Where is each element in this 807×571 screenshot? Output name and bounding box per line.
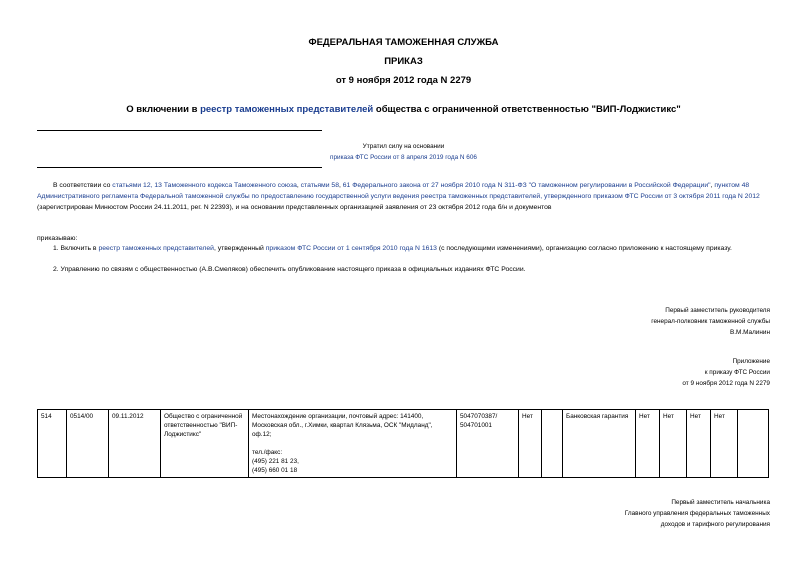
order-1613-link[interactable]: приказом ФТС России от 1 сентября 2010 года N 1613 (265, 245, 437, 252)
repeal-order-link[interactable]: приказа ФТС России от 8 апреля 2019 года N 606 (330, 154, 477, 161)
table-cell-flag-5: Нет (711, 410, 738, 478)
table-row (38, 410, 769, 478)
agency-name: ФЕДЕРАЛЬНАЯ ТАМОЖЕННАЯ СЛУЖБА (308, 37, 499, 48)
repeal-note: Утратил силу на основании (362, 143, 445, 150)
order-item-text: 1. Включить в (53, 245, 99, 252)
address-text: Местонахождение организации, почтовый адрес: 141400, Московская обл., г.Химки, квартал Клязьма, ОСК "Мидланд", оф.12; (252, 413, 433, 438)
preamble-text: (зарегистрирован Минюстом России 24.11.2011, рег. N 22393), и на основании представленных организацией заявления от 23 октября 2012 года б/н и документов (37, 204, 552, 211)
table-cell-date: 09.11.2012 (109, 410, 161, 478)
document-date-number: от 9 ноября 2012 года N 2279 (335, 75, 472, 86)
preamble-paragraph (37, 180, 768, 213)
federal-law-link[interactable]: 61 Федерального закона от 27 ноября 2010 года N 311-ФЗ "О таможенном регулировании в Российской Федерации" (342, 182, 711, 189)
order-item-text: (с последующими изменениями), организацию согласно приложению к настоящему приказу. (436, 245, 732, 252)
document-type: ПРИКАЗ (384, 56, 423, 67)
appendix-date: от 9 ноября 2012 года N 2279 (682, 380, 770, 387)
signatory2-position: Первый заместитель начальника (671, 499, 770, 506)
table-cell-flag-4: Нет (687, 410, 711, 478)
law-articles-link[interactable]: статьями 58 (300, 182, 339, 189)
table-cell-flag-1: Нет (519, 410, 542, 478)
phone-2: (495) 660 01 18 (252, 467, 298, 474)
phone-label: тел./факс: (252, 449, 283, 456)
order-item-2: 2. Управлению по связям с общественностью (А.В.Смеляков) обеспечить опубликование настоящего приказа в официальных изданиях ФТС России. (53, 266, 526, 273)
preamble-text: , (338, 182, 343, 189)
table-cell-number: 514 (38, 410, 67, 478)
signatory-name: В.М.Малинин (729, 329, 770, 336)
signatory2-department-cont: доходов и тарифного регулирования (660, 521, 770, 528)
signatory-rank: генерал-полковник таможенной службы (651, 318, 770, 325)
divider-bottom (37, 167, 322, 168)
repeal-link-line (0, 153, 807, 163)
table-cell-flag-3: Нет (660, 410, 687, 478)
table-cell-address (249, 410, 457, 478)
order-item-1 (53, 243, 768, 254)
title-suffix: общества с ограниченной ответственностью "ВИП-Лоджистикс" (373, 104, 681, 115)
table-cell-guarantee: Банковская гарантия (563, 410, 636, 478)
appendix-ref: к приказу ФТС России (704, 369, 770, 376)
table-cell-registry-no: 0514/00 (67, 410, 109, 478)
order-label: приказываю: (37, 235, 78, 242)
table-cell-flag-2: Нет (636, 410, 660, 478)
phone-1: (495) 221 81 23, (252, 458, 299, 465)
signatory2-department: Главного управления федеральных таможенных (624, 510, 770, 517)
order-item-text: , утвержденный (213, 245, 266, 252)
registry-table (37, 409, 769, 478)
preamble-text: В соответствии со (53, 182, 113, 189)
table-cell-empty-2 (738, 410, 769, 478)
appendix-label: Приложение (732, 358, 770, 365)
title-registry-link[interactable]: реестр таможенных представителей (200, 104, 374, 115)
preamble-text: , (296, 182, 301, 189)
title-prefix: О включении в (126, 104, 201, 115)
customs-code-link[interactable]: статьями 12, 13 Таможенного кодекса Таможенного союза (112, 182, 297, 189)
registry-link[interactable]: реестр таможенных представителей (98, 245, 214, 252)
preamble-text: , (710, 182, 715, 189)
table-cell-organization: Общество с ограниченной ответственностью "ВИП-Лоджистикс" (161, 410, 249, 478)
document-title (0, 104, 807, 115)
regulation-link[interactable]: пунктом 48 Административного регламента Федеральной таможенной службы по предоставлению государственной услуги ведения реестра таможенных представителей, утвержденного приказом ФТС России от 3 октября 2011 года N 2012 (37, 182, 760, 200)
table-cell-inn-kpp: 5047070387/ 504701001 (457, 410, 519, 478)
signatory-position: Первый заместитель руководителя (665, 307, 770, 314)
divider-top (37, 130, 322, 131)
table-cell-empty-1 (542, 410, 563, 478)
